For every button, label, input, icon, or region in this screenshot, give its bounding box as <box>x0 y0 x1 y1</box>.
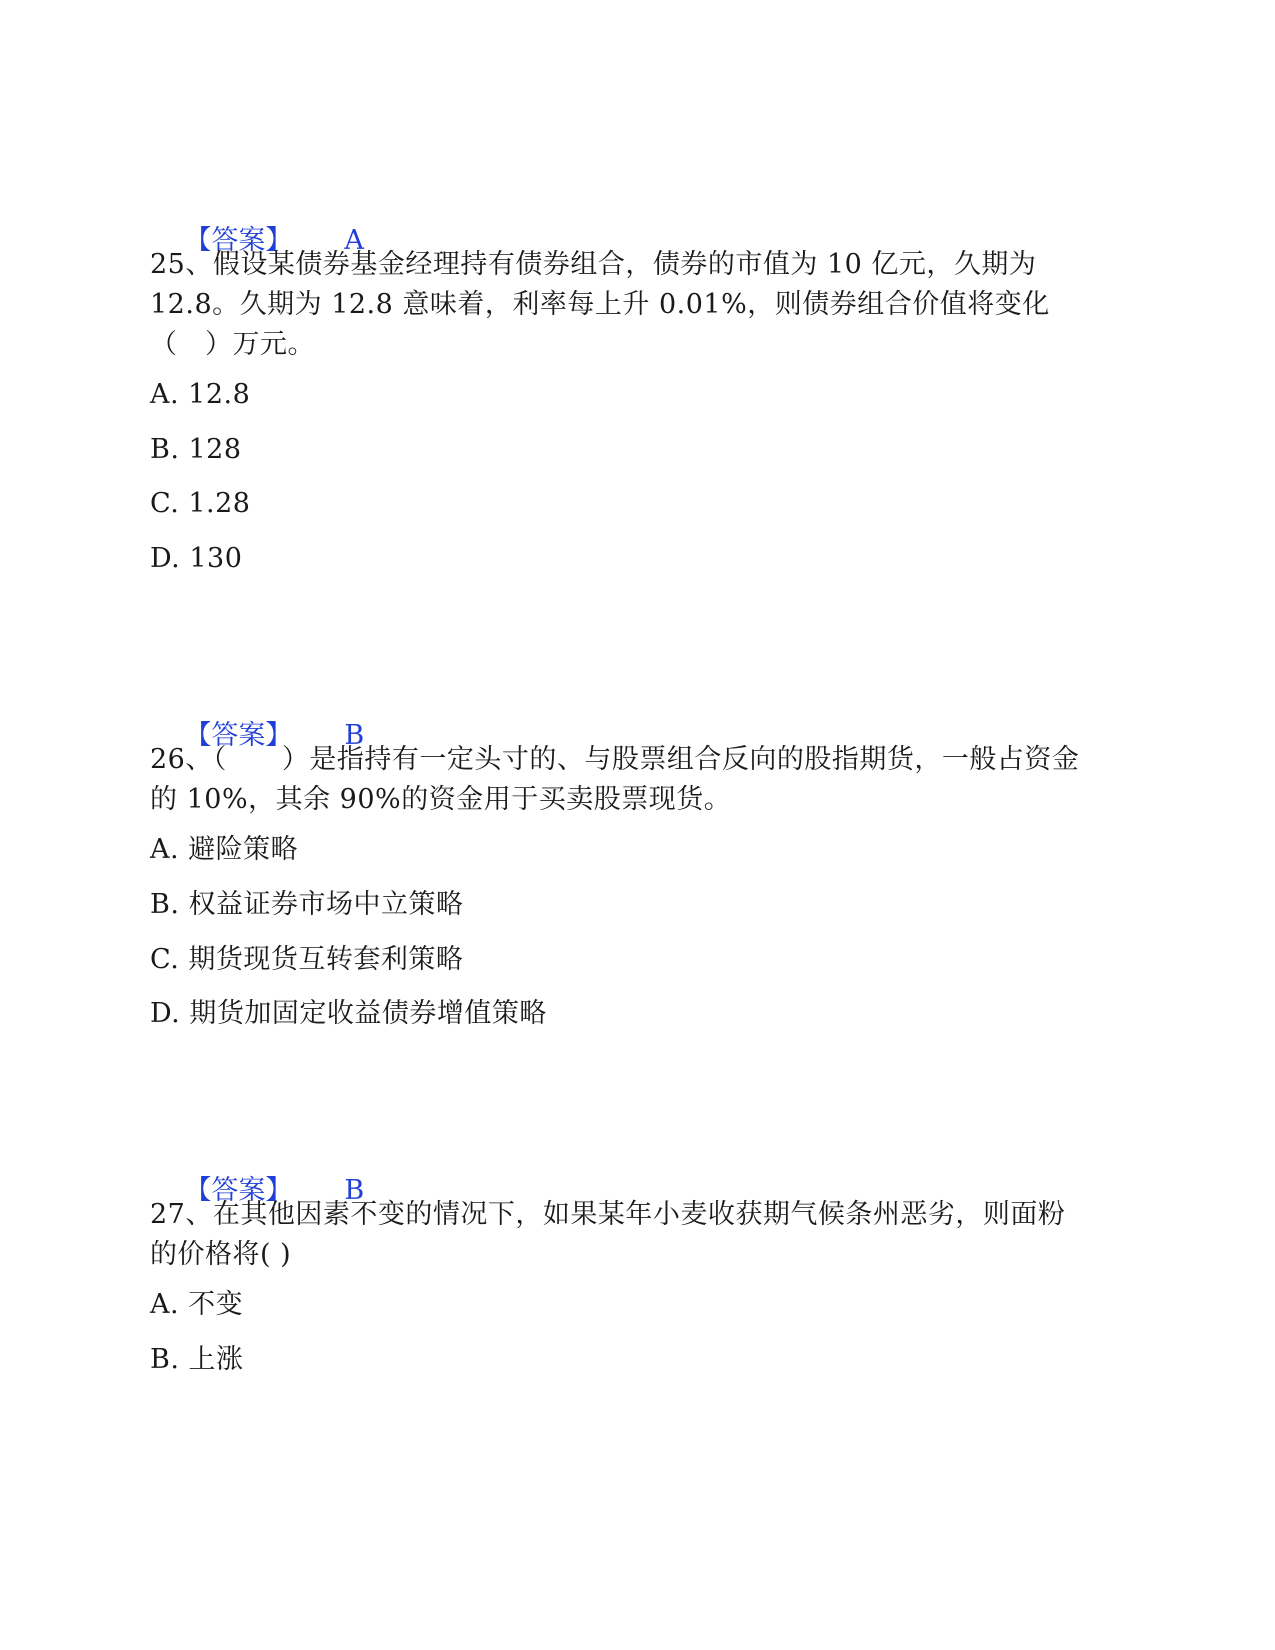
answer-label: 【答案】 <box>184 720 293 751</box>
option-c: C. 1.28 <box>150 488 251 519</box>
option-d: D. 130 <box>150 543 243 574</box>
option-b: B. 128 <box>150 434 242 465</box>
answer-value: B <box>344 720 365 751</box>
answer-label: 【答案】 <box>184 1175 293 1206</box>
option-a: A. 避险策略 <box>150 834 299 865</box>
option-b: B. 上涨 <box>150 1344 244 1375</box>
question-text: 26、（ ）是指持有一定头寸的、与股票组合反向的股指期货，一般占资金的 10%，其余 90%的资金用于买卖股票现货。 <box>150 744 1080 815</box>
answer-value: B <box>344 1175 365 1206</box>
option-a: A. 不变 <box>150 1289 244 1320</box>
question-text: 27、在其他因素不变的情况下，如果某年小麦收获期气候条州恶劣，则面粉的价格将( ) <box>150 1199 1066 1270</box>
answer-label: 【答案】 <box>184 225 293 256</box>
option-a: A. 12.8 <box>150 379 251 410</box>
question-text: 25、假设某债券基金经理持有债券组合，债券的市值为 10 亿元，久期为 12.8。久期为 12.8 意味着，利率每上升 0.01%，则债券组合价值将变化（ ）万元。 <box>150 249 1050 360</box>
option-c: C. 期货现货互转套利策略 <box>150 944 464 975</box>
answer-value: A <box>344 225 364 256</box>
option-b: B. 权益证券市场中立策略 <box>150 889 464 920</box>
option-d: D. 期货加固定收益债券增值策略 <box>150 998 547 1029</box>
